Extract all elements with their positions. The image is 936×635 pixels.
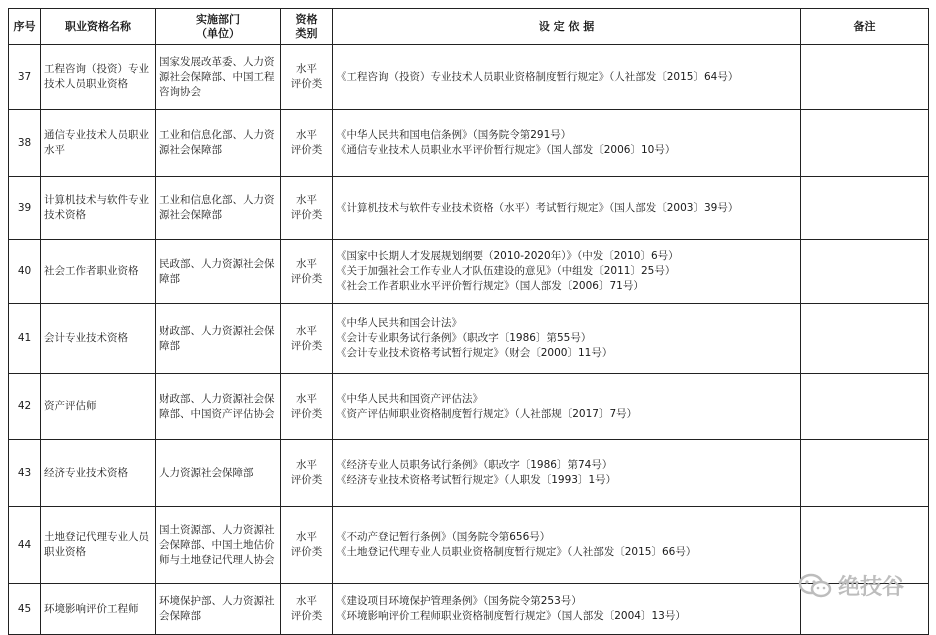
row-seq: 40 bbox=[9, 240, 41, 304]
row-remark bbox=[801, 45, 929, 110]
row-remark bbox=[801, 240, 929, 304]
row-remark bbox=[801, 110, 929, 177]
row-category: 水平 评价类 bbox=[281, 45, 333, 110]
wechat-icon bbox=[798, 573, 832, 599]
row-category: 水平 评价类 bbox=[281, 507, 333, 584]
row-category: 水平 评价类 bbox=[281, 440, 333, 507]
row-remark bbox=[801, 374, 929, 440]
row-qualification-name: 资产评估师 bbox=[41, 374, 156, 440]
row-category: 水平 评价类 bbox=[281, 177, 333, 240]
row-basis bbox=[333, 110, 801, 177]
row-seq: 45 bbox=[9, 584, 41, 635]
row-remark bbox=[801, 304, 929, 374]
basis-line: 《社会工作者职业水平评价暂行规定》（国人部发〔2006〕71号） bbox=[336, 280, 644, 292]
row-seq: 44 bbox=[9, 507, 41, 584]
row-basis bbox=[333, 584, 801, 635]
header-remark: 备注 bbox=[801, 9, 929, 45]
row-qualification-name: 通信专业技术人员职业水平 bbox=[41, 110, 156, 177]
watermark bbox=[798, 570, 904, 601]
basis-line: 《资产评估师职业资格制度暂行规定》（人社部规〔2017〕7号） bbox=[336, 407, 638, 420]
row-department: 工业和信息化部、人力资源社会保障部 bbox=[156, 110, 281, 177]
basis-line: 《中华人民共和国电信条例》（国务院令第291号） bbox=[336, 129, 572, 141]
basis-line: 《环境影响评价工程师职业资格制度暂行规定》（国人部发〔2004〕13号） bbox=[336, 610, 686, 622]
row-seq: 38 bbox=[9, 110, 41, 177]
row-basis bbox=[333, 507, 801, 584]
table-row bbox=[9, 110, 929, 177]
qualification-table-page bbox=[8, 8, 928, 622]
row-basis bbox=[333, 440, 801, 507]
row-qualification-name: 环境影响评价工程师 bbox=[41, 584, 156, 635]
header-dept: 实施部门 （单位） bbox=[156, 9, 281, 45]
row-seq: 37 bbox=[9, 45, 41, 110]
basis-line: 《通信专业技术人员职业水平评价暂行规定》（国人部发〔2006〕10号） bbox=[336, 144, 676, 156]
row-category: 水平 评价类 bbox=[281, 240, 333, 304]
table-row bbox=[9, 304, 929, 374]
row-department: 民政部、人力资源社会保障部 bbox=[156, 240, 281, 304]
row-seq: 42 bbox=[9, 374, 41, 440]
row-qualification-name: 社会工作者职业资格 bbox=[41, 240, 156, 304]
row-basis bbox=[333, 240, 801, 304]
row-category: 水平 评价类 bbox=[281, 304, 333, 374]
row-department: 国家发展改革委、人力资源社会保障部、中国工程咨询协会 bbox=[156, 45, 281, 110]
basis-line: 《会计专业职务试行条例》（职改字〔1986〕第55号） bbox=[336, 332, 592, 344]
basis-line: 《关于加强社会工作专业人才队伍建设的意见》（中组发〔2011〕25号） bbox=[336, 265, 676, 277]
row-basis bbox=[333, 304, 801, 374]
basis-line: 《不动产登记暂行条例》（国务院令第656号） bbox=[336, 531, 551, 543]
header-seq: 序号 bbox=[9, 9, 41, 45]
row-department: 财政部、人力资源社会保障部、中国资产评估协会 bbox=[156, 374, 281, 440]
row-remark bbox=[801, 177, 929, 240]
watermark-text: 绝技谷 bbox=[837, 575, 904, 600]
basis-line: 《国家中长期人才发展规划纲要（2010-2020年）》（中发〔2010〕6号） bbox=[336, 250, 679, 262]
row-basis bbox=[333, 177, 801, 240]
row-category: 水平 评价类 bbox=[281, 110, 333, 177]
row-remark bbox=[801, 440, 929, 507]
basis-line: 《经济专业技术资格考试暂行规定》（人职发〔1993〕1号） bbox=[336, 474, 617, 486]
row-department: 人力资源社会保障部 bbox=[156, 440, 281, 507]
table-row bbox=[9, 440, 929, 507]
basis-line: 《工程咨询（投资）专业技术人员职业资格制度暂行规定》（人社部发〔2015〕64号） bbox=[336, 70, 739, 83]
row-basis bbox=[333, 45, 801, 110]
header-row bbox=[9, 9, 929, 45]
table-row bbox=[9, 177, 929, 240]
row-qualification-name: 土地登记代理专业人员职业资格 bbox=[41, 507, 156, 584]
header-type: 资格 类别 bbox=[281, 9, 333, 45]
table-row bbox=[9, 374, 929, 440]
row-seq: 41 bbox=[9, 304, 41, 374]
row-seq: 39 bbox=[9, 177, 41, 240]
row-category: 水平 评价类 bbox=[281, 374, 333, 440]
row-seq: 43 bbox=[9, 440, 41, 507]
basis-line: 《经济专业人员职务试行条例》（职改字〔1986〕第74号） bbox=[336, 459, 613, 471]
basis-line: 《会计专业技术资格考试暂行规定》（财会〔2000〕11号） bbox=[336, 347, 613, 359]
row-department: 环境保护部、人力资源社会保障部 bbox=[156, 584, 281, 635]
table-row bbox=[9, 507, 929, 584]
row-department: 工业和信息化部、人力资源社会保障部 bbox=[156, 177, 281, 240]
table-row bbox=[9, 240, 929, 304]
row-qualification-name: 计算机技术与软件专业技术资格 bbox=[41, 177, 156, 240]
row-category: 水平 评价类 bbox=[281, 584, 333, 635]
row-department: 国土资源部、人力资源社会保障部、中国土地估价师与土地登记代理人协会 bbox=[156, 507, 281, 584]
row-qualification-name: 工程咨询（投资）专业技术人员职业资格 bbox=[41, 45, 156, 110]
row-department: 财政部、人力资源社会保障部 bbox=[156, 304, 281, 374]
table-row bbox=[9, 584, 929, 635]
qualification-table bbox=[8, 8, 929, 635]
basis-line: 《中华人民共和国会计法》 bbox=[336, 317, 462, 329]
header-name: 职业资格名称 bbox=[41, 9, 156, 45]
basis-line: 《计算机技术与软件专业技术资格（水平）考试暂行规定》（国人部发〔2003〕39号） bbox=[336, 201, 739, 214]
basis-line: 《建设项目环境保护管理条例》（国务院令第253号） bbox=[336, 595, 582, 607]
header-basis: 设 定 依 据 bbox=[333, 9, 801, 45]
row-qualification-name: 会计专业技术资格 bbox=[41, 304, 156, 374]
row-qualification-name: 经济专业技术资格 bbox=[41, 440, 156, 507]
table-row bbox=[9, 45, 929, 110]
basis-line: 《中华人民共和国资产评估法》 bbox=[336, 392, 483, 405]
row-basis bbox=[333, 374, 801, 440]
basis-line: 《土地登记代理专业人员职业资格制度暂行规定》（人社部发〔2015〕66号） bbox=[336, 546, 697, 558]
